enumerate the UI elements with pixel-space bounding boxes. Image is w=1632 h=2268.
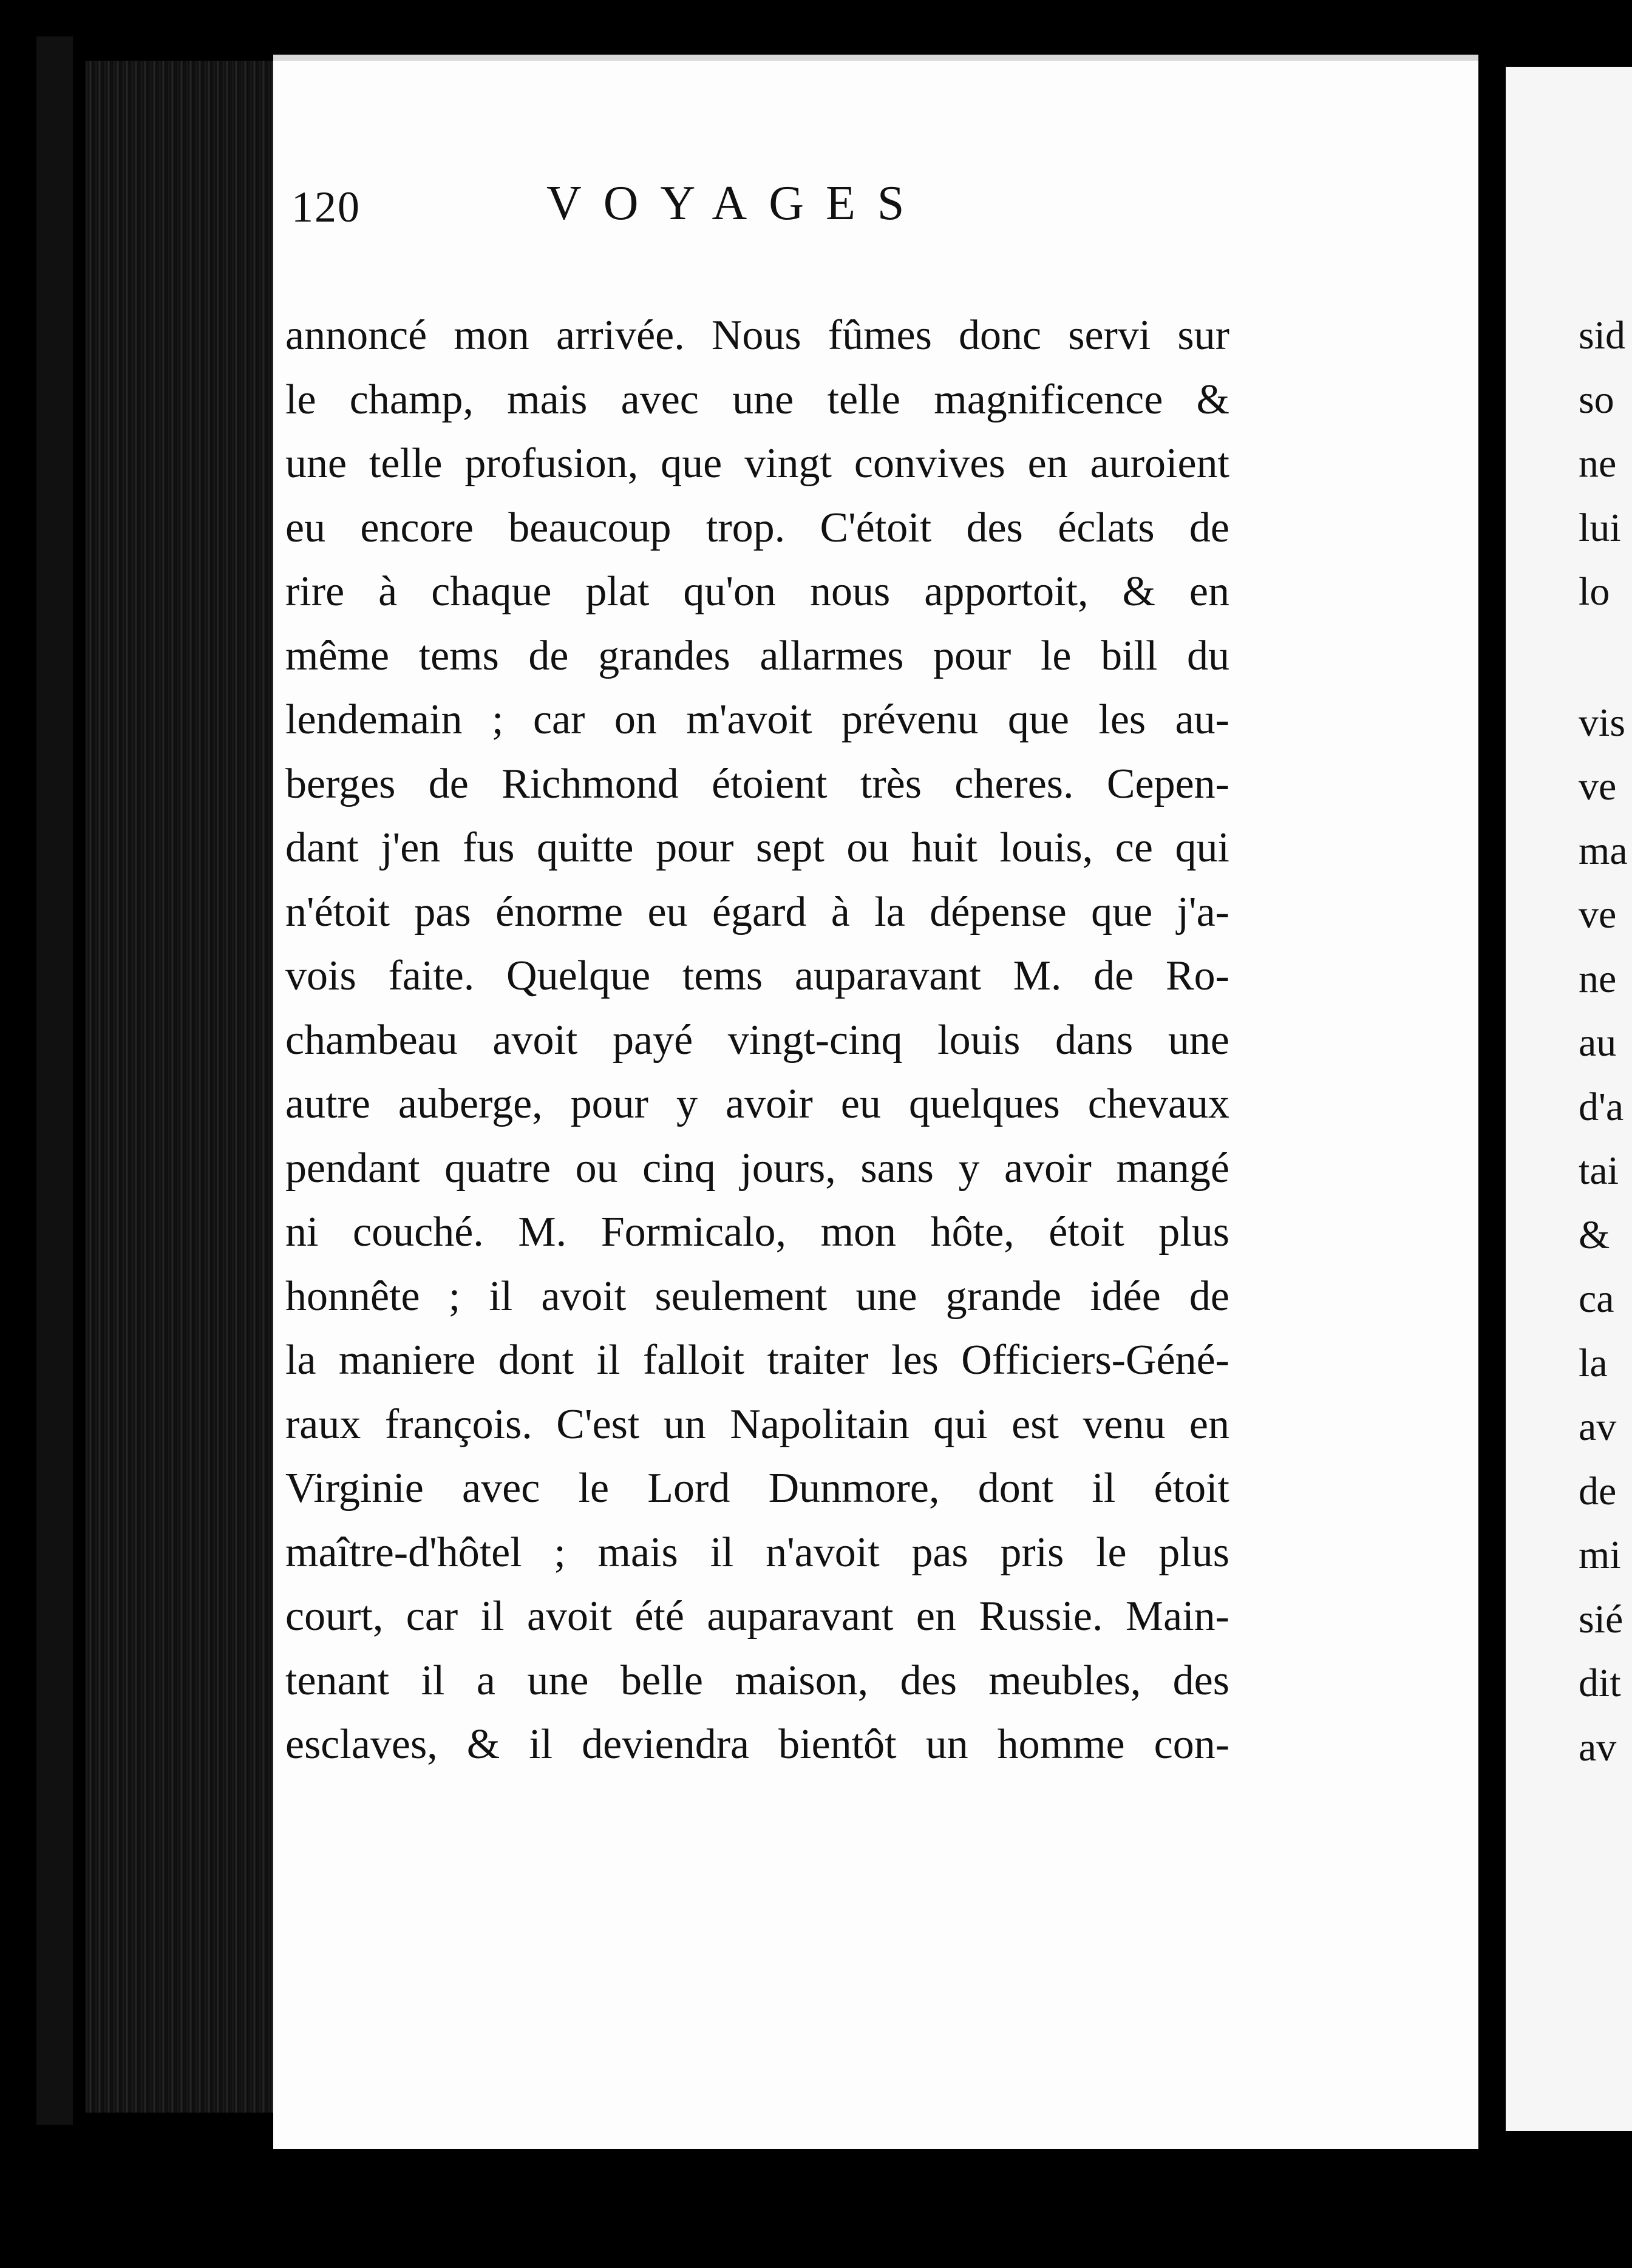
- text-line: Virginie avec le Lord Dunmore, dont il étoit: [285, 1465, 1229, 1512]
- facing-text-line: ve: [1579, 892, 1617, 937]
- text-line: ni couché. M. Formicalo, mon hôte, étoit plus: [285, 1209, 1229, 1255]
- text-line: honnête ; il avoit seulement une grande idée de: [285, 1272, 1229, 1320]
- facing-text-line: au: [1579, 1020, 1617, 1065]
- facing-text-line: tai: [1579, 1149, 1619, 1193]
- text-line: lendemain ; car on m'avoit prévenu que les au-: [285, 696, 1229, 743]
- text-line: esclaves, & il deviendra bientôt un homme con-: [285, 1721, 1229, 1768]
- text-line: vois faite. Quelque tems auparavant M. de Ro-: [285, 952, 1229, 999]
- text-line: chambeau avoit payé vingt-cinq louis dans une: [285, 1016, 1229, 1064]
- facing-text-line: lui: [1579, 505, 1621, 550]
- page-number: 120: [291, 183, 361, 231]
- facing-text-line: av: [1579, 1405, 1617, 1449]
- text-line: rire à chaque plat qu'on nous apportoit, & en: [285, 568, 1229, 615]
- facing-text-line: ne: [1579, 441, 1617, 486]
- facing-text-line: vis: [1579, 700, 1626, 745]
- facing-text-line: sid: [1579, 313, 1626, 358]
- text-line: le champ, mais avec une telle magnificence &: [285, 376, 1229, 423]
- facing-text-line: mi: [1579, 1533, 1621, 1577]
- facing-text-line: la: [1579, 1340, 1608, 1385]
- facing-text-line: sié: [1579, 1597, 1623, 1642]
- facing-text-line: &: [1579, 1212, 1610, 1257]
- text-line: maître-d'hôtel ; mais il n'avoit pas pris le plus: [285, 1529, 1229, 1576]
- body-text: [285, 304, 1229, 1777]
- book-page-stack: [85, 61, 276, 2113]
- facing-text-line: ca: [1579, 1277, 1614, 1321]
- text-line: pendant quatre ou cinq jours, sans y avoir mangé: [285, 1144, 1229, 1192]
- text-line: annoncé mon arrivée. Nous fûmes donc servi sur: [285, 312, 1229, 359]
- text-line: dant j'en fus quitte pour sept ou huit louis, ce qui: [285, 824, 1229, 871]
- running-title: VOYAGES: [546, 177, 926, 230]
- facing-text-line: av: [1579, 1725, 1617, 1770]
- text-line: eu encore beaucoup trop. C'étoit des éclats de: [285, 504, 1229, 551]
- facing-text-line: ne: [1579, 956, 1617, 1001]
- text-line: raux françois. C'est un Napolitain qui est venu en: [285, 1401, 1229, 1448]
- text-line: court, car il avoit été auparavant en Russie. Main-: [285, 1593, 1229, 1640]
- facing-text-line: so: [1579, 377, 1614, 422]
- facing-text-line: dit: [1579, 1661, 1621, 1705]
- facing-text-line: de: [1579, 1468, 1617, 1513]
- text-line: berges de Richmond étoient très cheres. Cepen-: [285, 760, 1229, 807]
- book-edge-outer: [36, 36, 73, 2125]
- text-line: même tems de grandes allarmes pour le bill du: [285, 632, 1229, 679]
- text-line: n'étoit pas énorme eu égard à la dépense que j'a-: [285, 888, 1229, 935]
- facing-text-line: ve: [1579, 764, 1617, 809]
- text-line: tenant il a une belle maison, des meubles, des: [285, 1657, 1229, 1704]
- facing-text-line: d'a: [1579, 1084, 1624, 1129]
- facing-text-line: ma: [1579, 828, 1628, 873]
- facing-page-text: [1579, 304, 1632, 1779]
- page-header: [291, 177, 1214, 273]
- text-line: une telle profusion, que vingt convives en auroient: [285, 440, 1229, 487]
- facing-text-line: lo: [1579, 569, 1610, 614]
- text-line: autre auberge, pour y avoir eu quelques chevaux: [285, 1081, 1229, 1127]
- text-line: la maniere dont il falloit traiter les Officiers-Géné-: [285, 1337, 1229, 1384]
